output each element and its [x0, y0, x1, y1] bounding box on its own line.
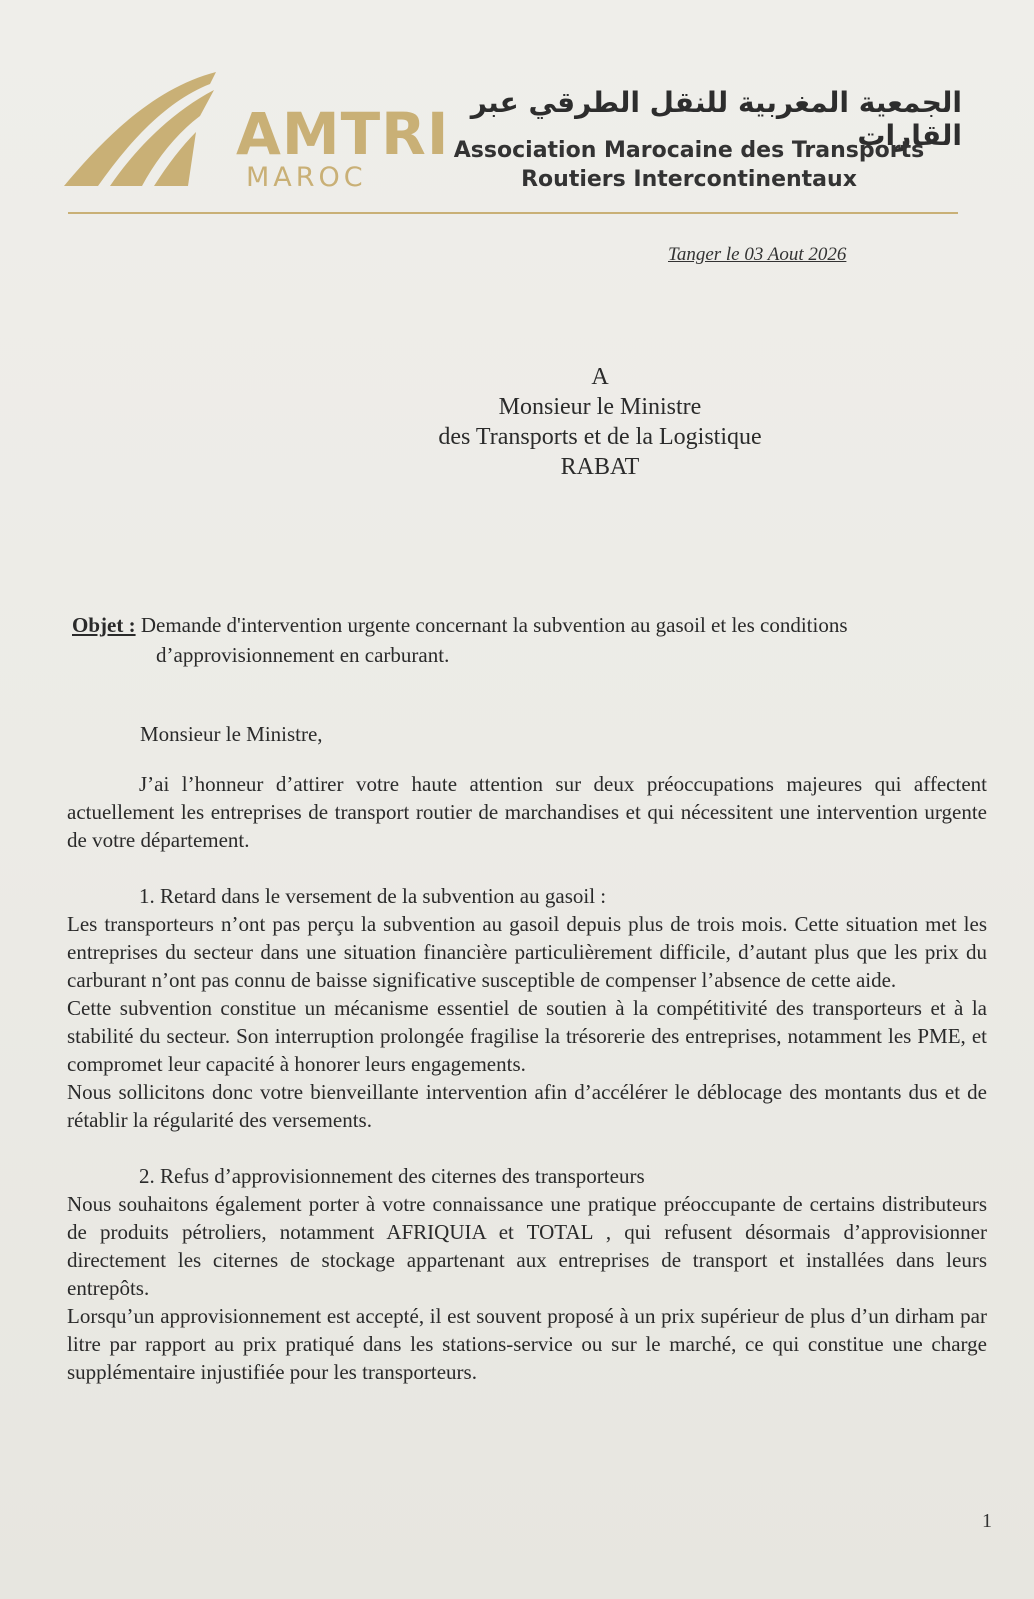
section-2-paragraph: Lorsqu’un approvisionnement est accepté, il est souvent proposé à un prix supérieur de plus d’un dirham par litre par rapport au prix pratiqué dans les stations-service ou sur le marché, ce qui constitue une charge supplémentaire injustifiée pour les transporteurs.	[67, 1304, 987, 1384]
section-1-paragraph: Nous sollicitons donc votre bienveillante intervention afin d’accélérer le déblocage des montants dus et de rétablir la régularité des versements.	[67, 1080, 987, 1132]
section-2-paragraph: Nous souhaitons également porter à votre connaissance une pratique préoccupante de certains distributeurs de produits pétroliers, notamment AFRIQUIA et TOTAL , qui refusent désormais d’approvisionner directement les citernes de stockage appartenant aux entreprises de transport et installées dans leurs entrepôts.	[67, 1192, 987, 1300]
subject-block	[72, 610, 972, 670]
intro-paragraph: J’ai l’honneur d’attirer votre haute attention sur deux préoccupations majeures qui affectent actuellement les entreprises de transport routier de marchandises et qui nécessitent une intervention urgente de votre département.	[67, 772, 987, 852]
recipient-line: des Transports et de la Logistique	[438, 424, 762, 450]
recipient-line: A	[591, 364, 609, 390]
logo-wordmark: AMTRI	[236, 100, 450, 168]
logo-subtitle: MAROC	[246, 162, 367, 193]
recipient-block	[360, 362, 840, 482]
recipient-city: RABAT	[560, 454, 640, 480]
recipient-line: Monsieur le Ministre	[498, 394, 702, 420]
subject-label: Objet :	[72, 613, 136, 637]
section-1-paragraph: Cette subvention constitue un mécanisme essentiel de soutien à la compétitivité des transporteurs et à la stabilité du secteur. Son interruption prolongée fragilise la trésorerie des entreprises, notamment les PME, et compromet leur capacité à honorer leurs engagements.	[67, 996, 987, 1076]
subject-text: Demande d'intervention urgente concernant la subvention au gasoil et les conditions	[140, 613, 848, 637]
org-name-line2: Routiers Intercontinentaux	[521, 167, 857, 192]
amtri-logo	[64, 68, 450, 198]
org-name-french	[404, 136, 974, 194]
subject-text-cont: d’approvisionnement en carburant.	[156, 643, 450, 667]
letter-date: Tanger le 03 Aout 2026	[668, 244, 847, 265]
salutation: Monsieur le Ministre,	[140, 722, 323, 746]
section-2-title: 2. Refus d’approvisionnement des citernes des transporteurs	[139, 1164, 645, 1188]
road-swoosh-icon	[64, 68, 244, 198]
org-name-line1: Association Marocaine des Transports	[453, 138, 925, 163]
page-number: 1	[982, 1510, 992, 1532]
org-name-arabic: الجمعية المغربية للنقل الطرقي عبر القارات	[470, 86, 962, 152]
section-1-title: 1. Retard dans le versement de la subvention au gasoil :	[139, 884, 607, 908]
header-divider	[68, 212, 958, 214]
letter-body	[67, 770, 987, 1386]
section-1-paragraph: Les transporteurs n’ont pas perçu la subvention au gasoil depuis plus de trois mois. Cette situation met les entreprises du secteur dans une situation financière particulièrement difficile, d’autant plus que les prix du carburant n’ont pas connu de baisse significative susceptible de compenser l’absence de cette aide.	[67, 912, 987, 992]
